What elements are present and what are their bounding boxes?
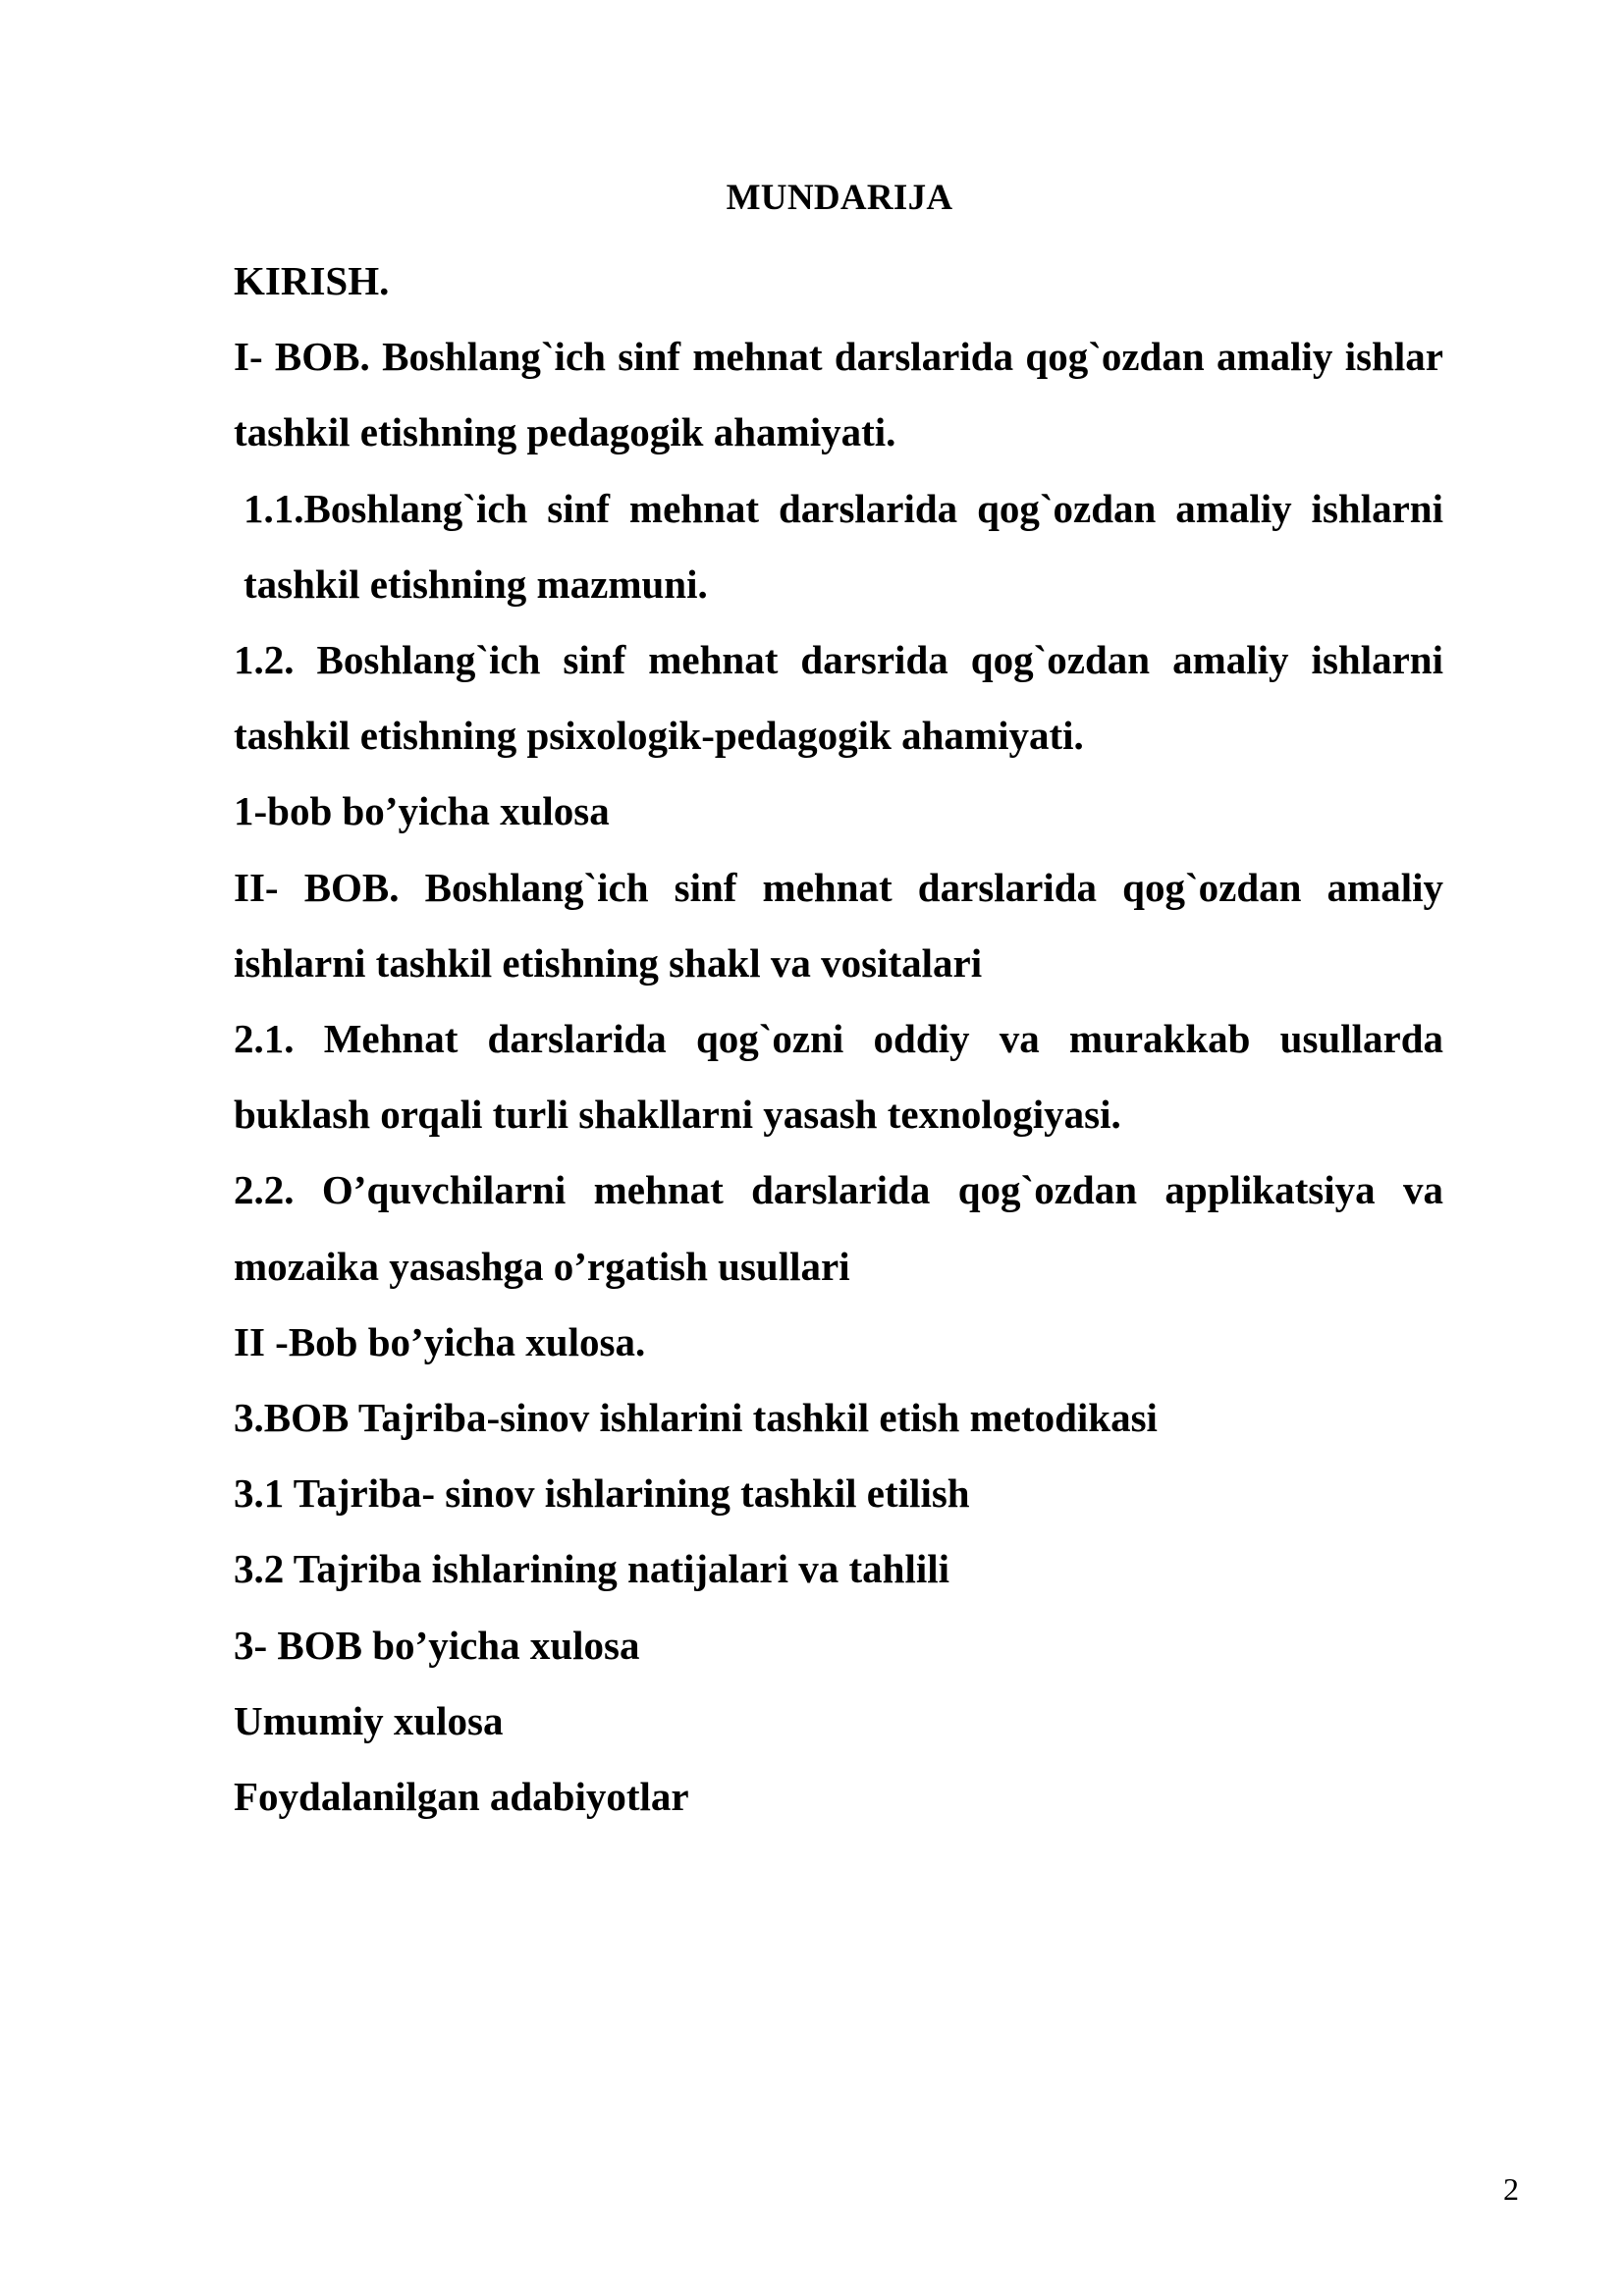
toc-entry-chapter-1: I- BOB. Boshlang`ich sinf mehnat darslarida qog`ozdan amaliy ishlar tashkil etishning pedagogik ahamiyati. xyxy=(234,334,1443,455)
table-of-contents xyxy=(234,243,1443,1835)
toc-entry-section-1-2: 1.2. Boshlang`ich sinf mehnat darsrida qog`ozdan amaliy ishlarni tashkil etishning psixologik-pedagogik ahamiyati. xyxy=(234,637,1443,759)
toc-entry-chapter-2: II- BOB. Boshlang`ich sinf mehnat darslarida qog`ozdan amaliy ishlarni tashkil etishning shakl va vositalari xyxy=(234,864,1443,986)
toc-entry-chapter-1-conclusion: 1-bob bo’yicha xulosa xyxy=(234,788,610,834)
toc-entry-section-3-1: 3.1 Tajriba- sinov ishlarining tashkil etilish xyxy=(234,1470,970,1517)
toc-entry-chapter-3-conclusion: 3- BOB bo’yicha xulosa xyxy=(234,1622,640,1668)
toc-entry-section-2-2: 2.2. O’quvchilarni mehnat darslarida qog`ozdan applikatsiya va mozaika yasashga o’rgatish usullari xyxy=(234,1167,1443,1289)
page-number: 2 xyxy=(1503,2171,1519,2207)
toc-entry-introduction: KIRISH. xyxy=(234,258,390,303)
toc-entry-general-conclusion: Umumiy xulosa xyxy=(234,1697,504,1743)
toc-entry-section-1-1: 1.1.Boshlang`ich sinf mehnat darslarida qog`ozdan amaliy ishlarni tashkil etishning mazmuni. xyxy=(244,485,1443,607)
toc-entry-references: Foydalanilgan adabiyotlar xyxy=(234,1774,689,1820)
toc-entry-chapter-3: 3.BOB Tajriba-sinov ishlarini tashkil etish metodikasi xyxy=(234,1395,1158,1441)
toc-entry-chapter-2-conclusion: II -Bob bo’yicha xulosa. xyxy=(234,1318,646,1364)
toc-entry-section-3-2: 3.2 Tajriba ishlarining natijalari va tahlili xyxy=(234,1546,950,1592)
toc-entry-section-2-1: 2.1. Mehnat darslarida qog`ozni oddiy va murakkab usullarda buklash orqali turli shakllarni yasash texnologiyasi. xyxy=(234,1016,1443,1138)
page-title: MUNDARIJA xyxy=(726,178,953,218)
